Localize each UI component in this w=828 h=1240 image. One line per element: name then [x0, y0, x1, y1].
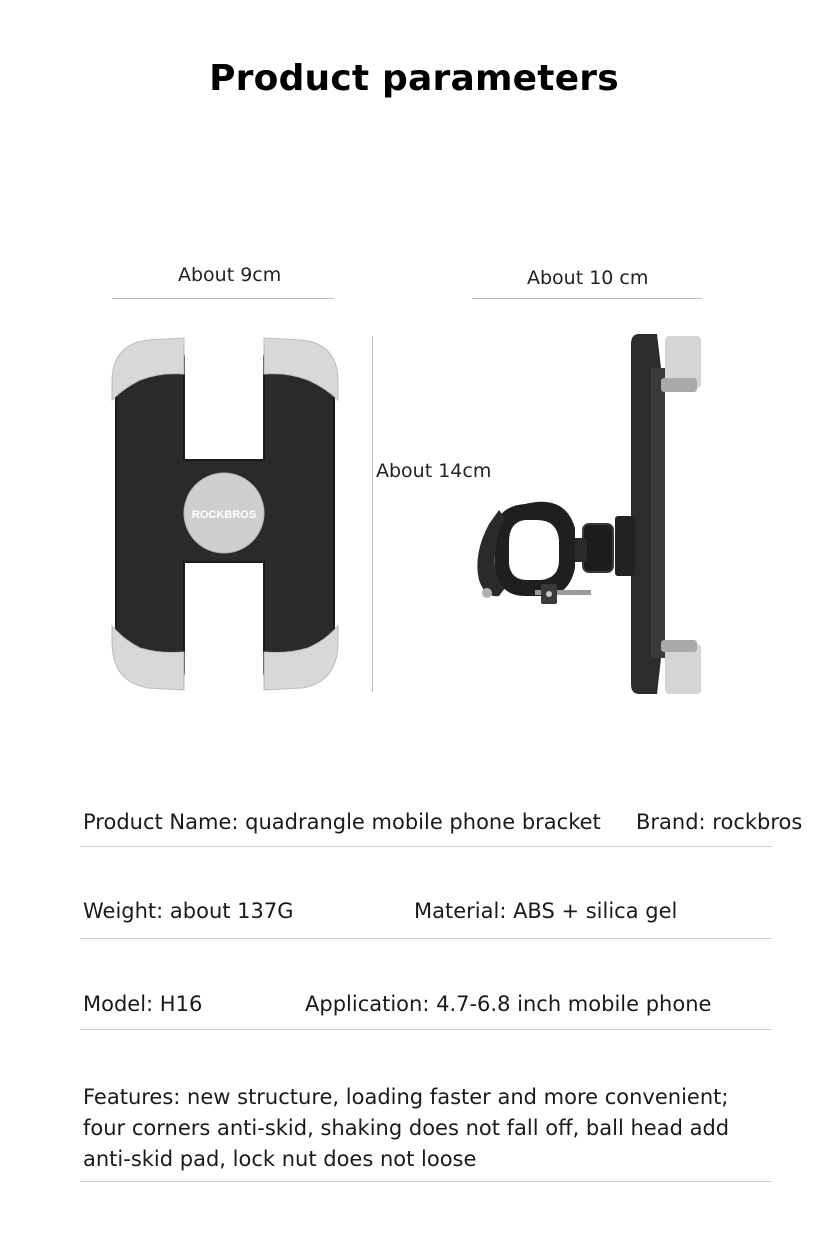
bracket-front-view: [100, 330, 350, 700]
side-rail: [651, 368, 665, 658]
clamp-bolt-right: [546, 591, 552, 597]
clamp-bolt-left: [482, 588, 492, 598]
brand-logo: ROCKBROS: [191, 509, 257, 521]
application: Application: 4.7-6.8 inch mobile phone: [305, 992, 712, 1016]
brand: Brand: rockbros: [636, 810, 803, 834]
divider-2: [80, 938, 772, 939]
lock-nut: [583, 524, 613, 572]
mount-stem: [615, 516, 635, 576]
divider-4: [80, 1181, 772, 1182]
features-line: Features: new structure, loading faster and more convenient;: [83, 1085, 729, 1109]
product-name: Product Name: quadrangle mobile phone bracket: [83, 810, 601, 834]
height-label: About 14cm: [376, 460, 492, 482]
features-line: anti-skid pad, lock nut does not loose: [83, 1147, 477, 1171]
model: Model: H16: [83, 992, 203, 1016]
width-front-line: [112, 298, 334, 299]
side-pad-top-lip: [661, 378, 697, 392]
weight: Weight: about 137G: [83, 899, 294, 923]
side-pad-bottom-lip: [661, 640, 697, 652]
divider-3: [80, 1029, 772, 1030]
features-text: [83, 1082, 783, 1175]
handlebar-clamp: [495, 502, 575, 596]
bracket-side-view: [465, 328, 715, 703]
height-line: [372, 336, 373, 692]
material: Material: ABS + silica gel: [414, 899, 678, 923]
page-title: Product parameters: [209, 58, 619, 99]
features-line: four corners anti-skid, shaking does not fall off, ball head add: [83, 1116, 730, 1140]
width-front-label: About 9cm: [178, 264, 282, 286]
divider-1: [80, 846, 772, 847]
width-side-label: About 10 cm: [527, 267, 649, 289]
width-side-line: [472, 298, 702, 299]
